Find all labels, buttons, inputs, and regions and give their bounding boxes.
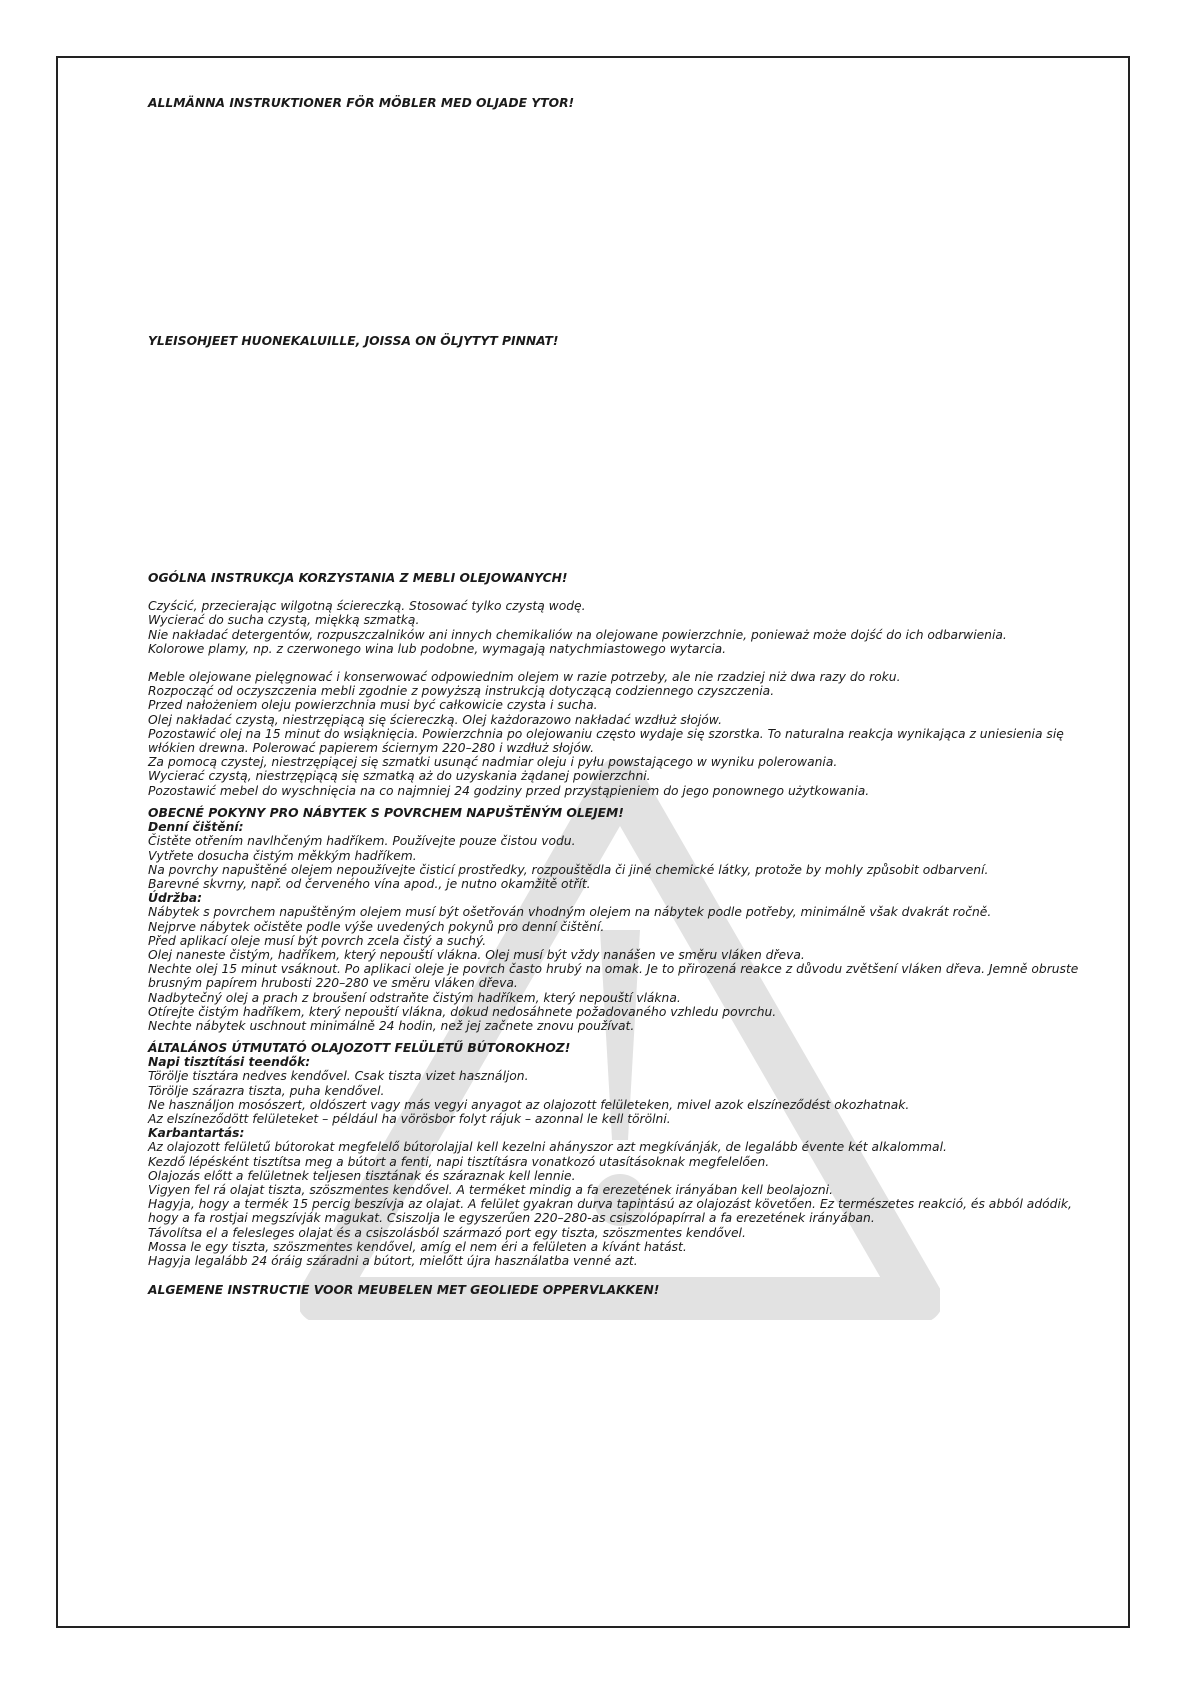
hu-line: Hagyja legalább 24 óráig száradni a bútort, mielőtt újra használatba venné azt. (148, 1254, 638, 1269)
section-dutch (148, 1283, 1088, 1297)
pl-line: Wycierać do sucha czystą, miękką szmatką. (148, 613, 420, 628)
cs-line: Nábytek s povrchem napuštěným olejem musí být ošetřován vhodným olejem na nábytek podle potřeby, minimálně však dvakrát ročně. (148, 905, 992, 920)
hu-line: Kezdő lépésként tisztítsa meg a bútort a fenti, napi tisztításra vonatkozó utasításoknak megfelelően. (148, 1154, 770, 1169)
heading-swedish: ALLMÄNNA INSTRUKTIONER FÖR MÖBLER MED OLJADE YTOR! (148, 96, 575, 110)
hu-maint-title: Karbantartás: (148, 1126, 245, 1141)
hu-line: Törölje tisztára nedves kendővel. Csak tiszta vizet használjon. (148, 1069, 529, 1084)
heading-finnish: YLEISOHJEET HUONEKALUILLE, JOISSA ON ÖLJYTYT PINNAT! (148, 334, 559, 348)
hu-line: Vigyen fel rá olajat tiszta, szöszmentes kendővel. A terméket mindig a fa erezetének irányában kell beolajozni. (148, 1183, 833, 1198)
cs-line: Vytřete dosucha čistým měkkým hadříkem. (148, 848, 417, 863)
section-finnish (148, 334, 1088, 348)
pl-line: Przed nałożeniem oleju powierzchnia musi być całkowicie czysta i sucha. (148, 698, 598, 713)
heading-hungarian: ÁLTALÁNOS ÚTMUTATÓ OLAJOZOTT FELÜLETŰ BÚTOROKHOZ! (148, 1041, 571, 1055)
pl-line: Kolorowe plamy, np. z czerwonego wina lub podobne, wymagają natychmiastowego wytarcia. (148, 641, 727, 656)
hu-line: Távolítsa el a felesleges olajat és a csiszolásból származó port egy tiszta, szöszmentes kendővel. (148, 1225, 746, 1240)
pl-line: Olej nakładać czystą, niestrzępiącą się ściereczką. Olej każdorazowo nakładać wzdłuż słojów. (148, 712, 722, 727)
hu-line: Mossa le egy tiszta, szöszmentes kendővel, amíg el nem éri a felületen a kívánt hatást. (148, 1239, 687, 1254)
pl-line: Meble olejowane pielęgnować i konserwować odpowiednim olejem w razie potrzeby, ale nie rzadziej niż dwa razy do roku. (148, 670, 901, 685)
cs-line: Nechte olej 15 minut vsáknout. Po aplikaci oleje je povrch často hrubý na omak. Je to přirozená reakce z důvodu zvětšení vláken dřeva. Jemně obruste brusným papírem hrubosti 220–280 ve směru vláken dřeva. (148, 962, 1079, 991)
hu-line: Az olajozott felületű bútorokat megfelelő bútorolajjal kell kezelni ahányszor azt megkívánják, de legalább évente két alkalommal. (148, 1140, 947, 1155)
cs-line: Nechte nábytek uschnout minimálně 24 hodin, než jej začnete znovu používat. (148, 1019, 635, 1034)
pl-line: Za pomocą czystej, niestrzępiącej się szmatki usunąć nadmiar oleju i pyłu powstającego w wyniku polerowania. (148, 755, 838, 770)
cs-line: Před aplikací oleje musí být povrch zcela čistý a suchý. (148, 933, 487, 948)
section-hungarian (148, 1041, 1088, 1268)
section-swedish (148, 96, 1088, 110)
cs-line: Nadbytečný olej a prach z broušení odstraňte čistým hadříkem, který nepouští vlákna. (148, 990, 681, 1005)
heading-dutch: ALGEMENE INSTRUCTIE VOOR MEUBELEN MET GEOLIEDE OPPERVLAKKEN! (148, 1283, 660, 1297)
heading-czech: OBECNÉ POKYNY PRO NÁBYTEK S POVRCHEM NAPUŠTĚNÝM OLEJEM! (148, 806, 624, 820)
pl-line: Wycierać czystą, niestrzępiącą się szmatką aż do uzyskania żądanej powierzchni. (148, 769, 651, 784)
cs-daily-title: Denní čištění: (148, 820, 244, 835)
cs-line: Olej naneste čistým, hadříkem, který nepouští vlákna. Olej musí být vždy nanášen ve směru vláken dřeva. (148, 948, 805, 963)
hu-daily-title: Napi tisztítási teendők: (148, 1055, 311, 1070)
hu-line: Ne használjon mosószert, oldószert vagy más vegyi anyagot az olajozott felületeken, mivel azok elszíneződést okozhatnak. (148, 1097, 910, 1112)
hu-line: Hagyja, hogy a termék 15 percig beszívja az olajat. A felület gyakran durva tapintású az olajozást követően. Ez természetes reakció, és abból adódik, hogy a fa rostjai megszívják magukat. Csiszolja le egyszerűen 220–280-as csiszolópapírral a fa erezetének irányában. (148, 1197, 1072, 1226)
pl-line: Pozostawić olej na 15 minut do wsiąknięcia. Powierzchnia po olejowaniu często wydaje się szorstka. To naturalna reakcja wynikająca z uniesienia się włókien drewna. Polerować papierem ściernym 220–280 i wzdłuż słojów. (148, 726, 1064, 756)
heading-polish: OGÓLNA INSTRUKCJA KORZYSTANIA Z MEBLI OLEJOWANYCH! (148, 571, 568, 585)
pl-line: Czyścić, przecierając wilgotną ściereczką. Stosować tylko czystą wodę. (148, 599, 586, 614)
section-polish (148, 571, 1088, 798)
pl-line: Rozpocząć od oczyszczenia mebli zgodnie z powyższą instrukcją dotyczącą codziennego czyszczenia. (148, 684, 775, 699)
pl-line: Nie nakładać detergentów, rozpuszczalników ani innych chemikaliów na olejowane powierzchnie, ponieważ może dojść do ich odbarwienia. (148, 627, 1007, 642)
section-czech (148, 806, 1088, 1033)
pl-line: Pozostawić mebel do wyschnięcia na co najmniej 24 godziny przed przystąpieniem do jego ponownego użytkowania. (148, 783, 870, 798)
cs-line: Čistěte otřením navlhčeným hadříkem. Používejte pouze čistou vodu. (148, 834, 576, 849)
cs-line: Na povrchy napuštěné olejem nepoužívejte čisticí prostředky, rozpouštědla či jiné chemické látky, protože by mohly způsobit odbarvení. (148, 862, 989, 877)
cs-line: Nejprve nábytek očistěte podle výše uvedených pokynů pro denní čištění. (148, 919, 605, 934)
hu-line: Az elszíneződött felületeket – például ha vörösbor folyt rájuk – azonnal le kell törölni. (148, 1112, 671, 1127)
cs-maint-title: Údržba: (148, 891, 203, 906)
cs-line: Barevné skvrny, např. od červeného vína apod., je nutno okamžitě otřít. (148, 877, 591, 892)
cs-line: Otírejte čistým hadříkem, který nepouští vlákna, dokud nedosáhnete požadovaného vzhledu povrchu. (148, 1004, 777, 1019)
hu-line: Olajozás előtt a felületnek teljesen tisztának és száraznak kell lennie. (148, 1168, 576, 1183)
hu-line: Törölje szárazra tiszta, puha kendővel. (148, 1083, 385, 1098)
